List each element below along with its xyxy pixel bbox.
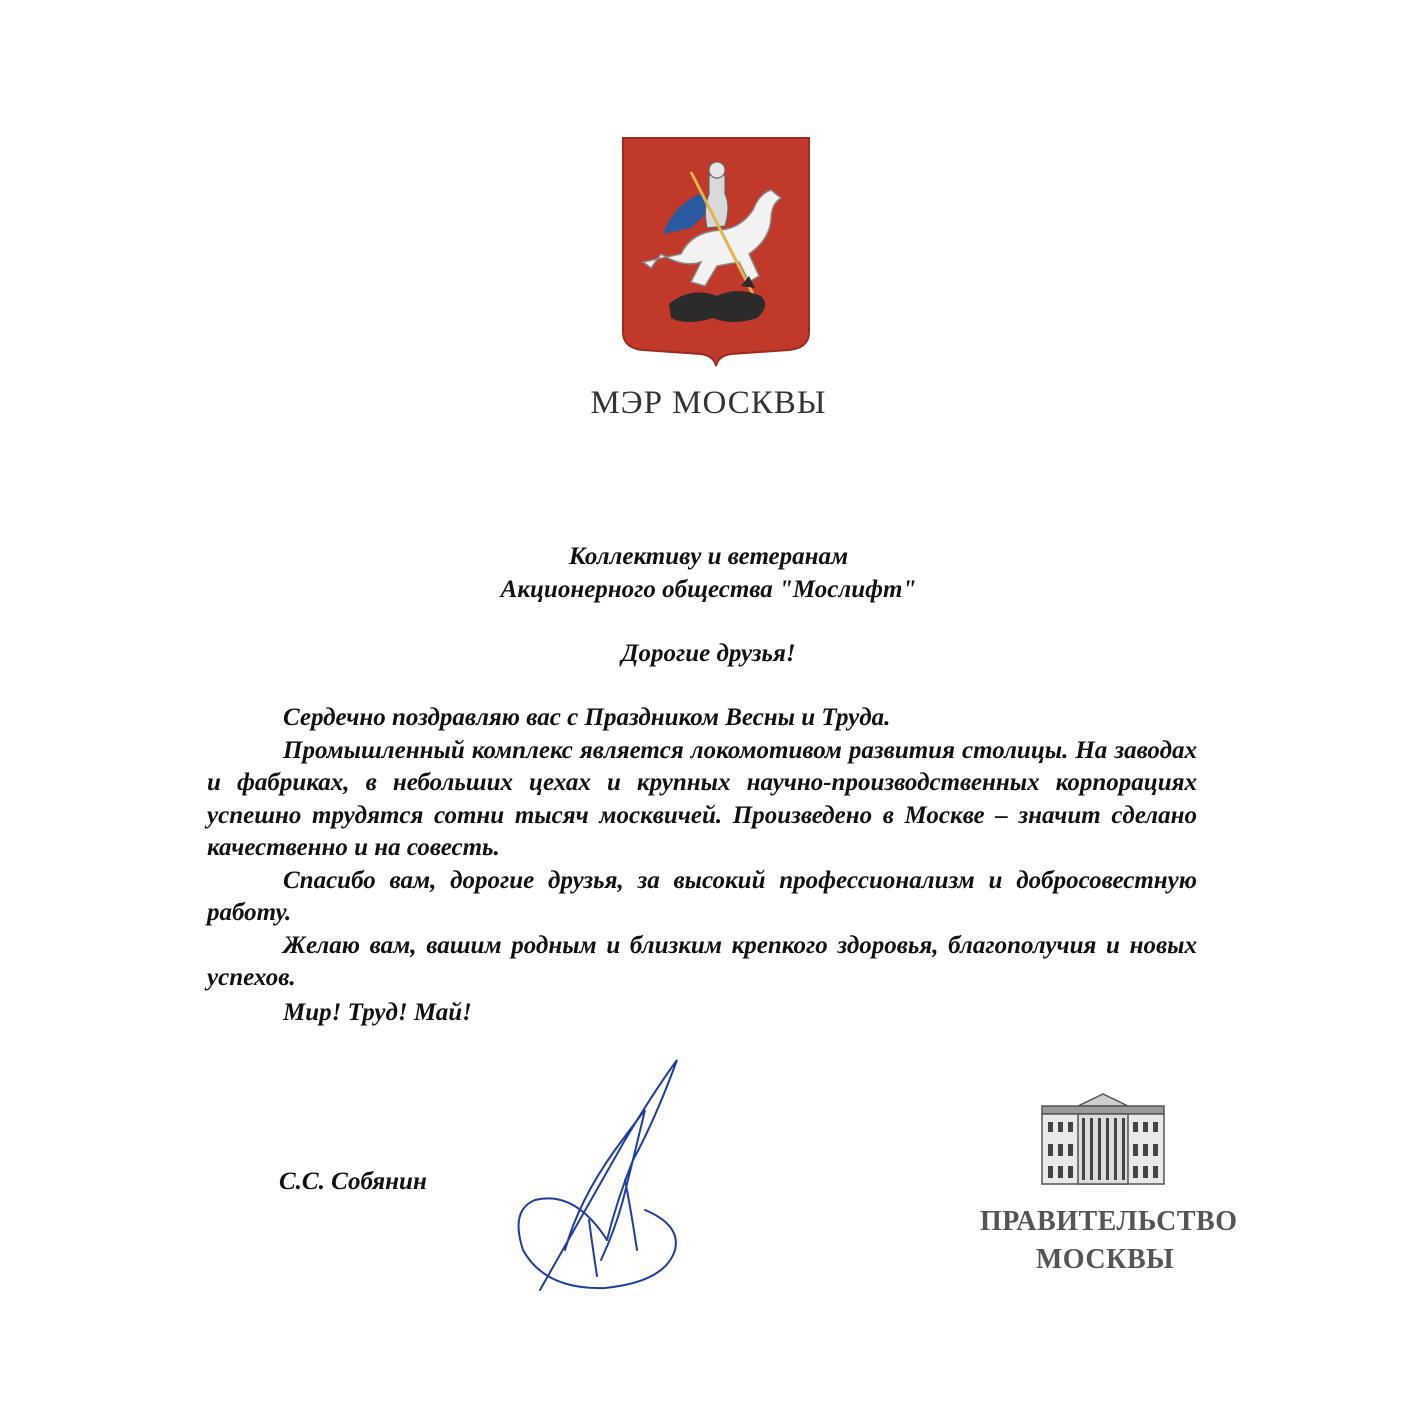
paragraph-industry: Промышленный комплекс является локомотивом развития столицы. На заводах и фабриках, в небольших цехах и крупных научно-производственных корпорациях успешно трудятся сотни тысяч москвичей. Произведено в Москве – значит сделано качественно и на совесть. xyxy=(207,736,1197,861)
paragraph-wishes: Желаю вам, вашим родным и близким крепкого здоровья, благополучия и новых успехов. xyxy=(207,931,1197,991)
paragraph-thanks: Спасибо вам, дорогие друзья, за высокий профессионализм и добросовестную работу. xyxy=(207,866,1197,926)
government-building-icon xyxy=(1038,1088,1168,1188)
paragraph-greeting: Сердечно поздравляю вас с Праздником Весны и Труда. xyxy=(283,704,891,731)
addressee-line-1: Коллективу и ветеранам xyxy=(568,543,849,570)
government-title-line-1: ПРАВИТЕЛЬСТВО xyxy=(980,1206,1238,1237)
signature-icon xyxy=(505,1050,705,1300)
addressee-line-2: Акционерного общества "Мослифт" xyxy=(500,576,917,603)
moscow-coat-of-arms-icon xyxy=(621,136,811,368)
government-title xyxy=(980,1203,1238,1279)
government-title-line-2: МОСКВЫ xyxy=(1035,1244,1175,1275)
mayor-title: МЭР МОСКВЫ xyxy=(590,385,827,421)
letter-body xyxy=(207,702,1197,1029)
signer-name: С.С. Собянин xyxy=(279,1168,427,1195)
salutation: Дорогие друзья! xyxy=(621,640,796,667)
paragraph-closing: Мир! Труд! Май! xyxy=(283,998,472,1026)
addressee xyxy=(0,540,1417,606)
